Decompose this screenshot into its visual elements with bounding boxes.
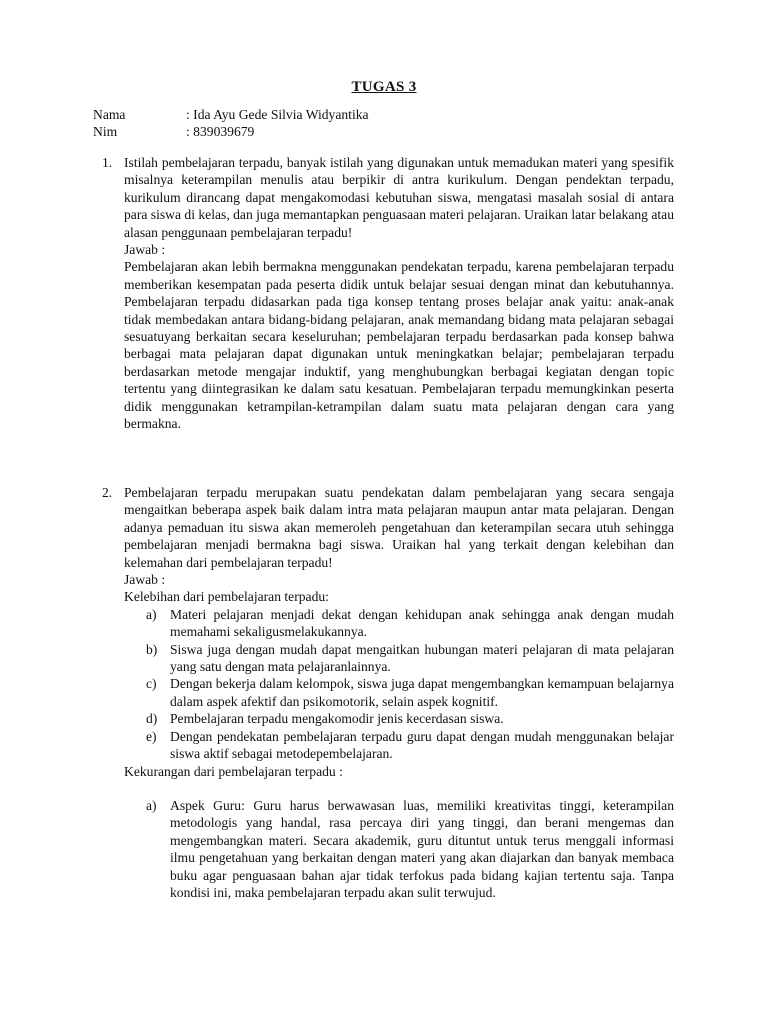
kekurangan-item-label: a) [146, 797, 157, 813]
kelebihan-item [124, 728, 674, 763]
question-2 [124, 484, 674, 901]
kelebihan-item-label: c) [146, 676, 157, 692]
kekurangan-item [124, 797, 674, 901]
question-1-text: Istilah pembelajaran terpadu, banyak istilah yang digunakan untuk memadukan materi yang spesifik misalnya keterampilan menulis atau berpikir di antra kurikulum. Dengan pendektan terpadu, kurikulum dirancang dapat mengakomodasi kebutuhan siswa, mengatasi masalah sosial di antara para siswa di kelas, dan juga memantapkan penguasaan materi pelajaran. Uraikan latar belakang atau alasan penggunaan pembelajaran terpadu! [124, 155, 674, 240]
question-1 [124, 154, 674, 433]
document-title: TUGAS 3 [351, 79, 417, 95]
kelebihan-item-text: Pembelajaran terpadu mengakomodir jenis kecerdasan siswa. [170, 711, 504, 727]
nim-label: Nim [93, 124, 118, 139]
question-1-number: 1. [102, 155, 113, 170]
question-2-jawab-label: Jawab : [124, 572, 166, 588]
kelebihan-item-text: Materi pelajaran menjadi dekat dengan kehidupan anak sehingga anak dengan mudah memahami sekaligusmelakukannya. [170, 606, 674, 640]
spacer [124, 780, 674, 797]
question-2-text: Pembelajaran terpadu merupakan suatu pendekatan dalam pembelajaran yang secara sengaja mengaitkan beberapa aspek baik dalam intra mata pelajaran maupun antar mata pelajaran. Dengan adanya pemaduan itu siswa akan memeroleh pengetahuan dan keterampilan secara utuh sehingga pembelajaran menjadi bermakna bagi siswa. Uraikan hal yang terkait dengan kelebihan dan kelemahan dari pembelajaran terpadu! [124, 485, 674, 570]
kelebihan-item [124, 606, 674, 641]
kelebihan-item-text: Dengan pendekatan pembelajaran terpadu guru dapat dengan mudah menggunakan belajar siswa aktif sebagai metodepembelajaran. [170, 728, 674, 762]
kelebihan-item-text: Dengan bekerja dalam kelompok, siswa juga dapat mengembangkan kemampuan belajarnya dalam aspek afektif dan psikomotorik, selain aspek kognitif. [170, 676, 674, 709]
nim-value: : 839039679 [186, 124, 255, 139]
kelebihan-item-label: b) [146, 641, 158, 657]
question-1-answer: Pembelajaran akan lebih bermakna menggunakan pendekatan terpadu, karena pembelajaran terpadu memberikan kesempatan pada peserta didik untuk belajar sesuai dengan minat dan kebutuhannya. Pembelajaran terpadu didasarkan pada tiga konsep tentang proses belajar anak yaitu: anak-anak tidak membedakan antara bidang-bidang pelajaran, anak memandang bidang mata pelajaran sebagai sesuatuyang berkaitan secara keseluruhan; pembelajaran terpadu berdasarkan pada konsep bahwa berbagai mata pelajaran dapat digunakan untuk meningkatkan belajar; pembelajaran terpadu berdasarkan metode mengajar induktif, yang menghubungkan berbagai kegiatan dengan topic tertentu yang diintegrasikan ke dalam satu kesatuan. Pembelajaran terpadu memungkinkan peserta didik menggunakan ketrampilan-ketrampilan dalam suatu mata pelajaran dengan cara yang bermakna. [124, 259, 674, 432]
question-2-number: 2. [102, 485, 113, 500]
question-1-jawab-label: Jawab : [124, 242, 166, 258]
kekurangan-heading: Kekurangan dari pembelajaran terpadu : [124, 763, 343, 779]
nama-label: Nama [93, 107, 126, 122]
kekurangan-item-text: Aspek Guru: Guru harus berwawasan luas, memiliki kreativitas tinggi, keterampilan metodologis yang handal, rasa percaya diri yang tinggi, dan berani mengemas dan mengembangkan materi. Secara akademik, guru dituntut untuk terus menggali informasi ilmu pengetahuan yang berkaitan dengan materi yang akan diajarkan dan banyak membaca buku agar penguasaan bahan ajar tidak terfokus pada bidang kajian tertentu saja. Tanpa kondisi ini, maka pembelajaran terpadu akan sulit terwujud. [170, 797, 674, 900]
kelebihan-item [124, 710, 674, 727]
kelebihan-item [124, 641, 674, 676]
kelebihan-item [124, 675, 674, 710]
kelebihan-item-label: e) [146, 728, 157, 744]
kelebihan-heading: Kelebihan dari pembelajaran terpadu: [124, 589, 329, 605]
kelebihan-item-label: a) [146, 606, 157, 622]
kelebihan-item-label: d) [146, 711, 158, 727]
nama-value: : Ida Ayu Gede Silvia Widyantika [186, 107, 369, 122]
kelebihan-item-text: Siswa juga dengan mudah dapat mengaitkan hubungan materi pelajaran di mata pelajaran yang satu dengan mata pelajaranlainnya. [170, 641, 674, 675]
